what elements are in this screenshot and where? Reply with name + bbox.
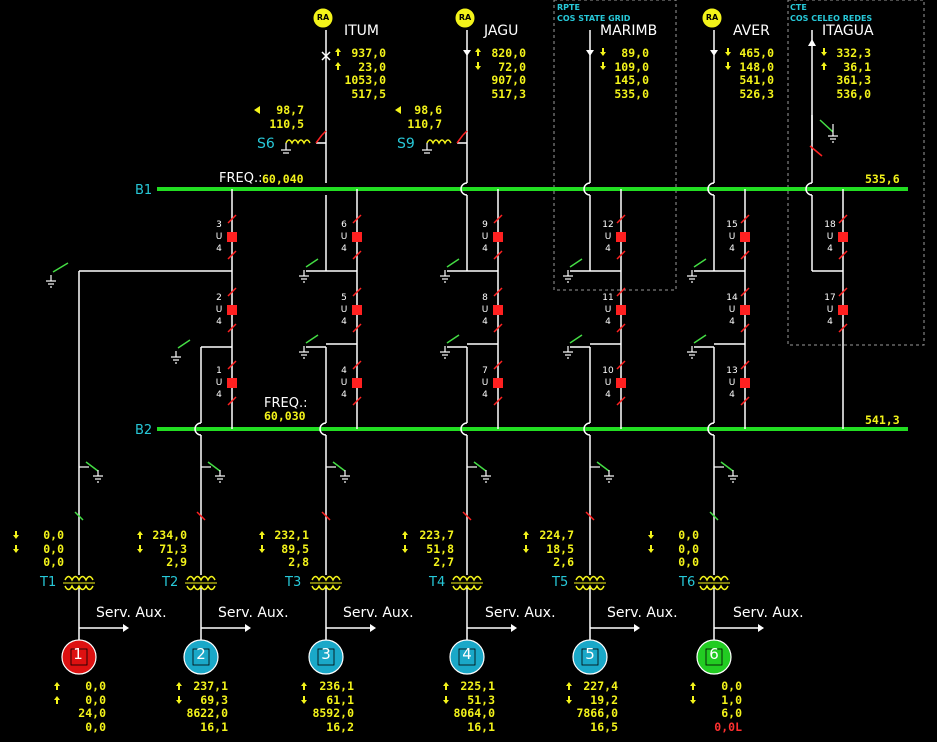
reactor-coil-s9 xyxy=(427,140,451,143)
reactor-coil-s6 xyxy=(286,140,310,143)
aux-arrow-2 xyxy=(370,624,376,632)
a-tf-1-1 xyxy=(137,531,143,539)
a-tf-2-1 xyxy=(259,531,265,539)
transformer-name-t1: T1 xyxy=(40,575,57,590)
transformer-primary-3 xyxy=(453,577,481,581)
bus-b2-voltage: 541,3 xyxy=(865,413,900,427)
aux-label-3: Serv. Aux. xyxy=(343,605,414,621)
breaker-label-11: 11 U 4 xyxy=(602,293,614,327)
marimb-owner-header: RPTE COS STATE GRID xyxy=(557,3,631,23)
breaker-label-7: 7 U 4 xyxy=(481,366,489,400)
aux-label-4: Serv. Aux. xyxy=(485,605,556,621)
breaker-label-1: 1 U 4 xyxy=(215,366,223,400)
transformer-values-t2: 234,0 71,3 2,9 xyxy=(152,528,187,569)
line-arrow-0 xyxy=(463,50,471,56)
transformer-primary-4 xyxy=(576,577,604,581)
bus-b1-label: B1 xyxy=(135,183,153,198)
breaker-2 xyxy=(227,305,237,315)
reactor-values-s6: 98,7 110,5 xyxy=(269,103,304,131)
aux-arrow-1 xyxy=(245,624,251,632)
transformer-primary-0 xyxy=(65,577,93,581)
line-values-aver: 465,0 148,0 541,0 526,3 xyxy=(739,46,774,101)
transformer-name-t4: T4 xyxy=(429,575,446,590)
aux-label-1: Serv. Aux. xyxy=(96,605,167,621)
generator-values-6: 0,0 1,0 6,0 0,0L xyxy=(714,679,742,734)
generator-values-2: 237,1 69,3 8622,0 16,1 xyxy=(186,679,228,734)
aux-arrow-5 xyxy=(758,624,764,632)
breaker-label-15: 15 U 4 xyxy=(726,220,738,254)
a-tf-3-2 xyxy=(402,545,408,553)
gs-upper-2 xyxy=(570,259,582,267)
breaker-11 xyxy=(616,305,626,315)
line-name-aver: AVER xyxy=(733,23,770,39)
breaker-5 xyxy=(352,305,362,315)
line-values-itum: 937,0 23,0 1053,0 517,5 xyxy=(344,46,386,101)
line-values-marimb: 89,0 109,0 145,0 535,0 xyxy=(614,46,649,101)
generator-number-2[interactable]: 2 xyxy=(196,645,206,663)
breaker-17 xyxy=(838,305,848,315)
reactor-breaker-s6 xyxy=(316,135,322,143)
breaker-label-3: 3 U 4 xyxy=(215,220,223,254)
gs-upper-1 xyxy=(447,259,459,267)
breaker-10 xyxy=(616,378,626,388)
breaker-6 xyxy=(352,232,362,242)
generator-number-1[interactable]: 1 xyxy=(73,645,83,663)
a-tf-0-1 xyxy=(13,531,19,539)
breaker-13 xyxy=(740,378,750,388)
transformer-values-t6: 0,0 0,0 0,0 xyxy=(678,528,699,569)
aux-arrow-4 xyxy=(634,624,640,632)
transformer-values-t3: 232,1 89,5 2,8 xyxy=(274,528,309,569)
transformer-primary-5 xyxy=(700,577,728,581)
breaker-12 xyxy=(616,232,626,242)
a-tf-4-2 xyxy=(523,545,529,553)
generator-values-5: 227,4 19,2 7866,0 16,5 xyxy=(576,679,618,734)
breaker-15 xyxy=(740,232,750,242)
breaker-8 xyxy=(493,305,503,315)
bus-b1-freq: 60,040 xyxy=(262,172,304,186)
transformer-name-t2: T2 xyxy=(162,575,179,590)
breaker-label-13: 13 U 4 xyxy=(726,366,738,400)
transformer-values-t1: 0,0 0,0 0,0 xyxy=(43,528,64,569)
generator-number-5[interactable]: 5 xyxy=(585,645,595,663)
breaker-label-14: 14 U 4 xyxy=(726,293,738,327)
line-arrow-2 xyxy=(710,50,718,56)
bus-b1-freq-label: FREQ.: xyxy=(219,171,263,186)
breaker-label-4: 4 U 4 xyxy=(340,366,348,400)
generator-values-1: 0,0 0,0 24,0 0,0 xyxy=(78,679,106,734)
line-arrow-3 xyxy=(808,39,816,46)
reactor-values-s9: 98,6 110,7 xyxy=(407,103,442,131)
generator-number-3[interactable]: 3 xyxy=(321,645,331,663)
breaker-label-6: 6 U 4 xyxy=(340,220,348,254)
line-name-itagua: ITAGUA xyxy=(822,23,874,39)
transformer-values-t5: 224,7 18,5 2,6 xyxy=(539,528,574,569)
breaker-label-12: 12 U 4 xyxy=(602,220,614,254)
a-tf-5-2 xyxy=(648,545,654,553)
reactor-name-s6: S6 xyxy=(257,136,275,152)
generator-values-4: 225,1 51,3 8064,0 16,1 xyxy=(453,679,495,734)
bus-b1-voltage: 535,6 xyxy=(865,172,900,186)
line-name-marimb: MARIMB xyxy=(600,23,658,39)
generator-values-3: 236,1 61,1 8592,0 16,2 xyxy=(312,679,354,734)
generator-number-6[interactable]: 6 xyxy=(709,645,719,663)
gs-lower-3 xyxy=(694,335,706,343)
transformer-name-t5: T5 xyxy=(552,575,569,590)
breaker-1 xyxy=(227,378,237,388)
reactor-name-s9: S9 xyxy=(397,136,415,152)
transformer-name-t6: T6 xyxy=(679,575,696,590)
a-gen-2-2 xyxy=(301,696,307,704)
gs-upper-0 xyxy=(306,259,318,267)
gs-t2 xyxy=(178,340,190,348)
breaker-14 xyxy=(740,305,750,315)
gs-lower-2 xyxy=(570,335,582,343)
breaker-label-18: 18 U 4 xyxy=(824,220,836,254)
a-tf-5-1 xyxy=(648,531,654,539)
gs-upper-3 xyxy=(694,259,706,267)
bus-b2-freq: 60,030 xyxy=(264,409,306,423)
breaker-7 xyxy=(493,378,503,388)
line-values-jagu: 820,0 72,0 907,0 517,3 xyxy=(491,46,526,101)
ra-label-aver: RA xyxy=(705,13,719,22)
gs-lower-1 xyxy=(447,335,459,343)
breaker-label-2: 2 U 4 xyxy=(215,293,223,327)
itagua-ground-switch xyxy=(820,120,833,132)
aux-label-6: Serv. Aux. xyxy=(733,605,804,621)
breaker-label-9: 9 U 4 xyxy=(481,220,489,254)
breaker-3 xyxy=(227,232,237,242)
line-name-itum: ITUM xyxy=(344,23,380,39)
itagua-owner-header: CTE COS CELEO REDES xyxy=(790,3,873,23)
ra-label-jagu: RA xyxy=(458,13,472,22)
breaker-label-8: 8 U 4 xyxy=(481,293,489,327)
a-tf-0-2 xyxy=(13,545,19,553)
reactor-arrow-s6 xyxy=(254,106,260,114)
line-name-jagu: JAGU xyxy=(484,23,519,39)
a-gen-2-1 xyxy=(301,682,307,690)
marimb-dashed-box xyxy=(554,0,676,290)
line-arrow-1 xyxy=(586,50,594,56)
aux-arrow-3 xyxy=(511,624,517,632)
generator-number-4[interactable]: 4 xyxy=(462,645,472,663)
bus-b2-freq-label: FREQ.: xyxy=(264,396,308,411)
breaker-18 xyxy=(838,232,848,242)
breaker-9 xyxy=(493,232,503,242)
ra-label-itum: RA xyxy=(316,13,330,22)
a-tf-3-1 xyxy=(402,531,408,539)
breaker-label-17: 17 U 4 xyxy=(824,293,836,327)
breaker-label-10: 10 U 4 xyxy=(602,366,614,400)
aux-label-5: Serv. Aux. xyxy=(607,605,678,621)
transformer-primary-1 xyxy=(187,577,215,581)
gs-lower-0 xyxy=(306,335,318,343)
bus-b2-label: B2 xyxy=(135,423,153,438)
a-tf-1-2 xyxy=(137,545,143,553)
transformer-values-t4: 223,7 51,8 2,7 xyxy=(419,528,454,569)
a-tf-4-1 xyxy=(523,531,529,539)
transformer-name-t3: T3 xyxy=(285,575,302,590)
transformer-primary-2 xyxy=(312,577,340,581)
gs-t1 xyxy=(53,263,68,272)
a-tf-2-2 xyxy=(259,545,265,553)
reactor-breaker-s9 xyxy=(457,135,463,143)
breaker-label-5: 5 U 4 xyxy=(340,293,348,327)
aux-arrow-0 xyxy=(123,624,129,632)
line-values-itagua: 332,3 36,1 361,3 536,0 xyxy=(836,46,871,101)
breaker-4 xyxy=(352,378,362,388)
aux-label-2: Serv. Aux. xyxy=(218,605,289,621)
